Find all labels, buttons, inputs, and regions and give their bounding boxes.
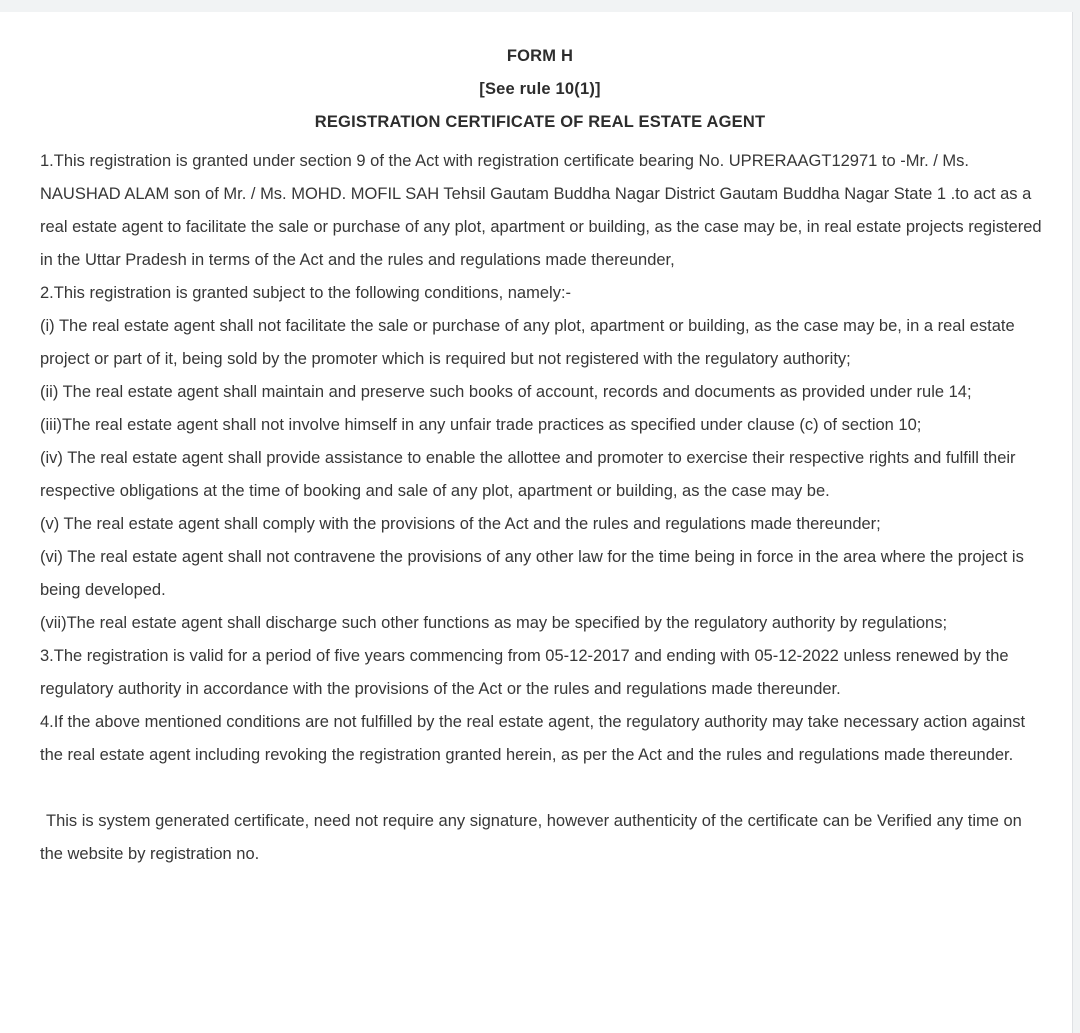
vertical-scrollbar[interactable] [1072,0,1080,1033]
system-generated-note: This is system generated certificate, need not require any signature, however authenticity of the certificate can be Verified any time on the website by registration no. [40,812,1022,863]
certificate-clause: (vi) The real estate agent shall not contravene the provisions of any other law for the time being in force in the area where the project is being developed. [40,548,1024,599]
browser-chrome-strip [0,0,1080,12]
certificate-body [40,145,1047,772]
certificate-clause: 3.The registration is valid for a period of five years commencing from 05-12-2017 and ending with 05-12-2022 unless renewed by the regulatory authority in accordance with the provisions of the Act or the rules and regulations made thereunder. [40,647,1009,698]
certificate-page [0,12,1072,1033]
certificate-clause: (i) The real estate agent shall not facilitate the sale or purchase of any plot, apartment or building, as the case may be, in a real estate project or part of it, being sold by the promoter which is required but not registered with the regulatory authority; [40,317,1015,368]
certificate-clause: (v) The real estate agent shall comply with the provisions of the Act and the rules and regulations made thereunder; [40,515,881,533]
certificate-clause: 2.This registration is granted subject to the following conditions, namely:- [40,284,572,302]
certificate-clause: 1.This registration is granted under section 9 of the Act with registration certificate bearing No. UPRERAAGT12971 to -Mr. / Ms. NAUSHAD ALAM son of Mr. / Ms. MOHD. MOFIL SAH Tehsil Gautam Buddha Nagar District Gautam Buddha Nagar State 1 .to act as a real estate agent to facilitate the sale or purchase of any plot, apartment or building, as the case may be, in real estate projects registered in the Uttar Pradesh in terms of the Act and the rules and regulations made thereunder, [40,152,1042,269]
certificate-header [40,40,1040,139]
form-title: FORM H [506,47,574,65]
certificate-clause: (vii)The real estate agent shall discharge such other functions as may be specified by the regulatory authority by regulations; [40,614,948,632]
certificate-title: REGISTRATION CERTIFICATE OF REAL ESTATE AGENT [314,113,766,131]
certificate-clause: 4.If the above mentioned conditions are not fulfilled by the real estate agent, the regulatory authority may take necessary action against the real estate agent including revoking the registration granted herein, as per the Act and the rules and regulations made thereunder. [40,713,1026,764]
certificate-clause: (iv) The real estate agent shall provide assistance to enable the allottee and promoter to exercise their respective rights and fulfill their respective obligations at the time of booking and sale of any plot, apartment or building, as the case may be. [40,449,1016,500]
certificate-clause: (iii)The real estate agent shall not involve himself in any unfair trade practices as specified under clause (c) of section 10; [40,416,922,434]
certificate-clause: (ii) The real estate agent shall maintain and preserve such books of account, records and documents as provided under rule 14; [40,383,972,401]
rule-reference: [See rule 10(1)] [479,80,601,98]
